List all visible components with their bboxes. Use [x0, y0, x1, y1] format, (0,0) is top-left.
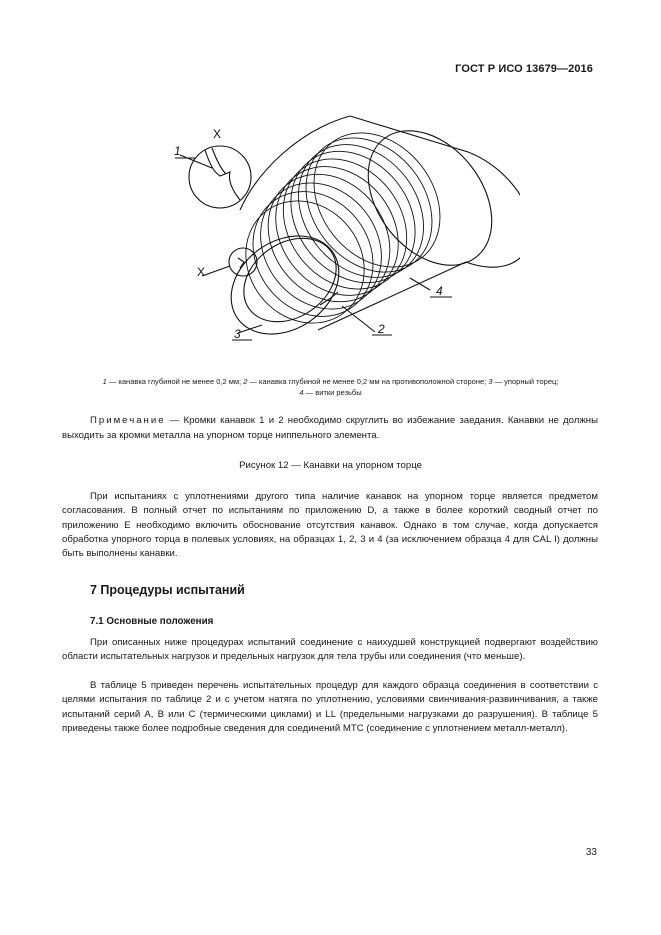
subsection-heading: 7.1 Основные положения	[90, 616, 214, 627]
legend-num-4: 4	[299, 388, 304, 397]
legend-text-3: — упорный торец;	[492, 377, 559, 386]
thread-turns	[221, 108, 466, 347]
figure-caption: Рисунок 12 — Канавки на упорном торце	[239, 460, 422, 471]
figure-note	[62, 414, 598, 443]
label-1: 1	[174, 144, 181, 158]
leader-line-2	[342, 306, 375, 332]
label-3: 3	[234, 327, 241, 341]
legend-text-1: — канавка глубиной не менее 0,2 мм;	[106, 377, 244, 386]
document-header: ГОСТ Р ИСО 13679—2016	[455, 63, 593, 75]
thrust-face-inner	[228, 221, 352, 339]
section-heading: 7 Процедуры испытаний	[90, 583, 245, 597]
detail-x-circle-large	[189, 146, 251, 208]
legend-text-4: — витки резьбы	[303, 388, 362, 397]
legend-num-1: 1	[102, 377, 107, 386]
label-x-bottom: X	[197, 265, 206, 279]
pipe-top-edge	[240, 116, 350, 210]
paragraph-table5: В таблице 5 приведен перечень испытательных процедур для каждого образца соединения в соответствии с целями испытания по таблице 2 и с учетом натяга по уплотнению, условиями свинчивания-развинчивания, а также испытаний серий A, B или C (термическими циклами) и LL (предельными нагрузками до разрушения). В таблице 5 приведены также более подробные сведения для соединений MTC (соединение с уплотнением металл-металл).	[62, 680, 598, 734]
label-x-top: X	[213, 127, 222, 141]
pipe-body-outline	[318, 116, 520, 330]
note-text: — Кромки канавок 1 и 2 необходимо скруглить во избежание заедания. Канавки не должны выходить за кромки металла на упорном торце ниппельного элемента.	[62, 415, 598, 441]
label-4: 4	[436, 284, 443, 298]
page-number: 33	[585, 847, 597, 858]
figure-legend	[40, 376, 621, 398]
detail-x-circle-small	[229, 248, 257, 276]
legend-num-3: 3	[488, 377, 493, 386]
legend-text-2: — канавка глубиной не менее 0,2 мм на противоположной стороне;	[247, 377, 489, 386]
leader-line-3	[238, 325, 262, 333]
paragraph-procedures: При описанных ниже процедурах испытаний соединение с наихудшей конструкцией подвергают воздействию области испытательных нагрузок и предельных нагрузок для тела трубы или соединения (что меньше).	[62, 637, 598, 663]
threaded-pipe-figure	[160, 100, 520, 360]
groove-1-detail	[205, 150, 240, 200]
paragraph-grooves: При испытаниях с уплотнениями другого типа наличие канавок на упорном торце является предметом согласования. В полный отчет по испытаниям по приложению D, а также в более короткий сводный отчет по приложению E необходимо включить обоснование отсутствия канавок. Однако в том случае, когда допускается обработка упорного торца в полевых условиях, на образцах 1, 2, 3 и 4 (за исключением образца 4 для CAL I) должны быть выполнены канавки.	[62, 491, 598, 560]
note-label: Примечание	[90, 415, 166, 426]
legend-num-2: 2	[243, 377, 248, 386]
label-2: 2	[378, 322, 385, 336]
